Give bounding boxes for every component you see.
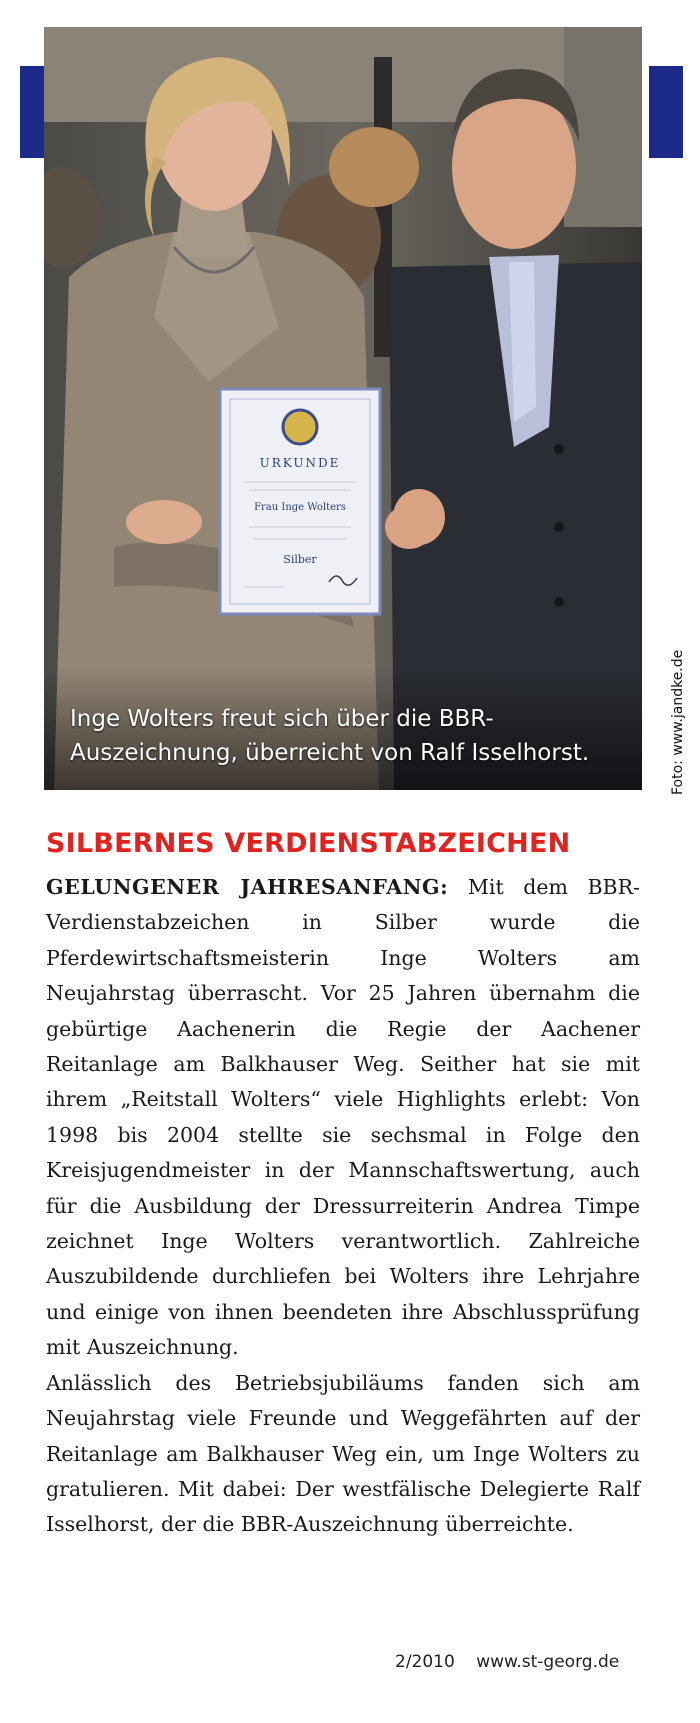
- certificate-recipient: Frau Inge Wolters: [254, 502, 346, 513]
- photo-credit: Foto: www.jandke.de: [670, 649, 686, 795]
- article-headline: SILBERNES VERDIENSTABZEICHEN: [46, 828, 571, 859]
- website-link: www.st-georg.de: [476, 1652, 620, 1672]
- article-lead: GELUNGENER JAHRESANFANG:: [46, 875, 449, 899]
- page-footer: [395, 1652, 619, 1672]
- right-accent-bar: [649, 66, 683, 158]
- article-paragraph-2: Anlässlich des Betriebsjubiläums fanden sich am Neujahrstag viele Freunde und Weggefährten auf der Reitanlage am Balkhauser Weg ein, um Inge Wolters zu gratulieren. Mit dabei: Der westfälische Delegierte Ralf Isselhorst, der die BBR-Auszeichnung überreichte.: [46, 1370, 640, 1537]
- photo-illustration: [44, 27, 642, 790]
- award-photo: [44, 27, 642, 790]
- article-body: [46, 870, 640, 1543]
- article-paragraph-1-text: Mit dem BBR-Verdienstabzeichen in Silber wurde die Pferdewirtschaftsmeisterin Inge Wolters am Neujahrstag überrascht. Vor 25 Jahren übernahm die gebürtige Aachenerin die Regie der Aachener Reitanlage am Balkhauser Weg. Seither hat sie mit ihrem „Reitstall Wolters“ viele Highlights erlebt: Von 1998 bis 2004 stellte sie sechsmal in Folge den Kreisjugendmeister in der Mannschaftswertung, auch für die Ausbildung der Dressurreiterin Andrea Timpe zeichnet Inge Wolters verantwortlich. Zahlreiche Auszubildende durchliefen bei Wolters ihre Lehrjahre und einige von ihnen beendeten ihre Abschlussprüfung mit Auszeichnung.: [46, 875, 640, 1360]
- certificate-heading: URKUNDE: [259, 456, 341, 470]
- article-paragraph-1: [46, 870, 640, 1366]
- issue-number: 2/2010: [395, 1652, 455, 1672]
- photo-caption: Inge Wolters freut sich über die BBR-Auszeichnung, überreicht von Ralf Isselhorst.: [70, 706, 590, 766]
- certificate-level: Silber: [283, 553, 317, 566]
